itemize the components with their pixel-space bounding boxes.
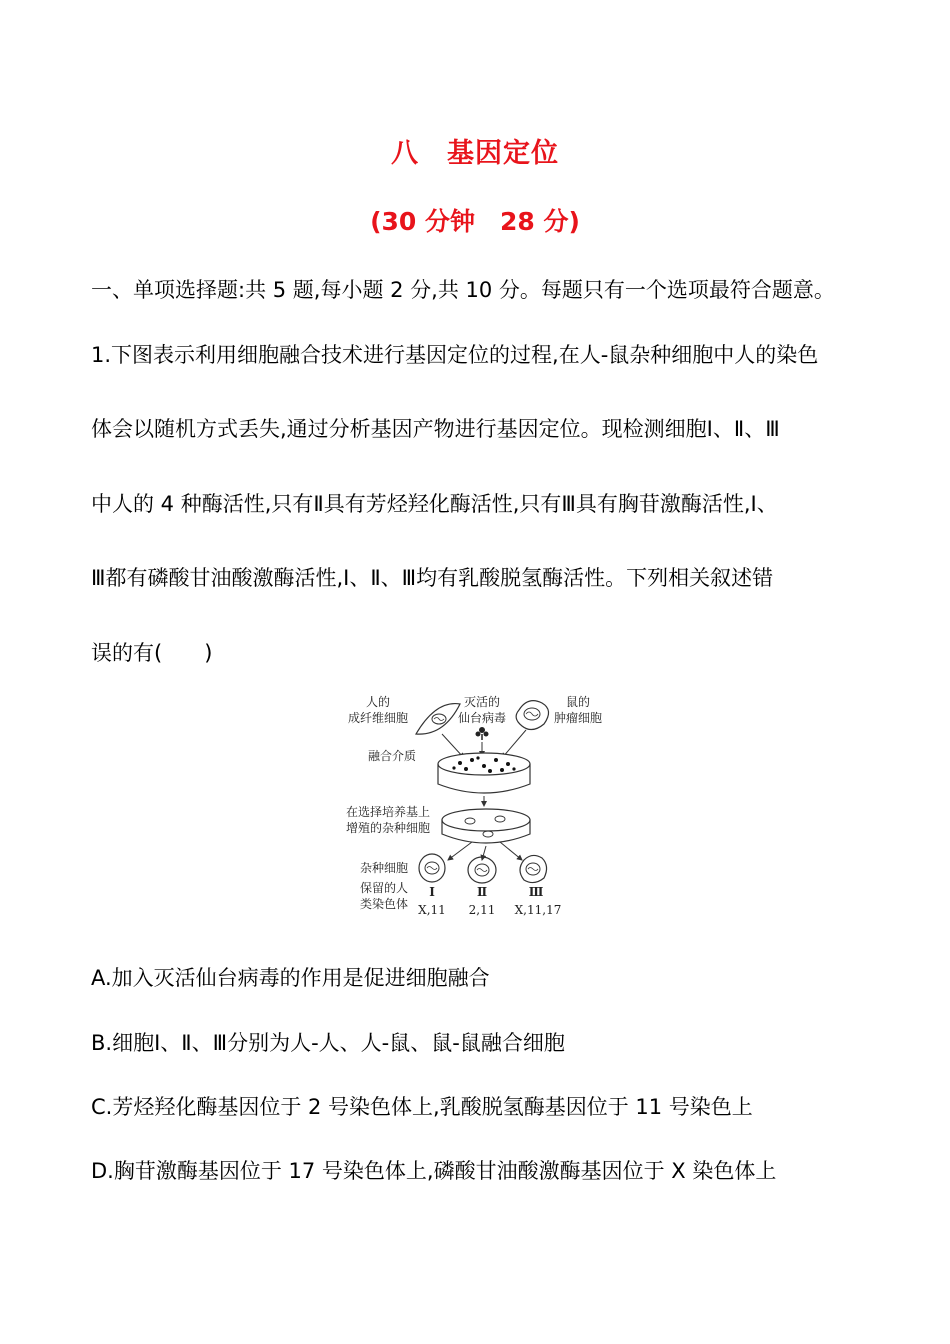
label-selective-2: 增殖的杂种细胞 (345, 821, 431, 835)
hybrid-cell-3-icon (520, 855, 547, 882)
cell-3-chromosomes: X,11,17 (514, 903, 562, 917)
option-c: C.芳烃羟化酶基因位于 2 号染色体上,乳酸脱氢酶基因位于 11 号染色上 (91, 1095, 753, 1119)
question-line-2: 体会以随机方式丢失,通过分析基因产物进行基因定位。现检测细胞Ⅰ、Ⅱ、Ⅲ (91, 417, 780, 441)
label-hybrid-cell: 杂种细胞 (359, 861, 409, 875)
label-selective-1: 在选择培养基上 (345, 805, 431, 819)
option-a: A.加入灭活仙台病毒的作用是促进细胞融合 (91, 966, 490, 990)
cell-3-numeral: Ⅲ (528, 885, 544, 899)
hybrid-cell-2-icon (468, 857, 496, 883)
virus-icon (476, 727, 489, 740)
hybrid-cell-1-icon (419, 854, 445, 882)
human-fibroblast-icon (416, 704, 460, 735)
option-b: B.细胞Ⅰ、Ⅱ、Ⅲ分别为人-人、人-鼠、鼠-鼠融合细胞 (91, 1031, 565, 1055)
page-subtitle: (30 分钟 28 分) (370, 207, 580, 236)
cell-2-chromosomes: 2,11 (468, 903, 496, 917)
label-mouse-1: 鼠的 (565, 695, 591, 709)
label-virus-1: 灭活的 (463, 695, 501, 709)
question-line-1: 1.下图表示利用细胞融合技术进行基因定位的过程,在人-鼠杂种细胞中人的染色 (91, 343, 819, 367)
label-human-2: 成纤维细胞 (347, 711, 409, 725)
label-virus-2: 仙台病毒 (457, 711, 507, 725)
label-mouse-2: 肿瘤细胞 (553, 711, 603, 725)
selective-dish-icon (442, 809, 530, 843)
cell-1-chromosomes: X,11 (418, 903, 446, 917)
cell-2-numeral: Ⅱ (476, 885, 488, 899)
question-line-4: Ⅲ都有磷酸甘油酸激酶活性,Ⅰ、Ⅱ、Ⅲ均有乳酸脱氢酶活性。下列相关叙述错 (91, 566, 774, 590)
section-heading: 一、单项选择题:共 5 题,每小题 2 分,共 10 分。每题只有一个选项最符合题意。 (91, 278, 835, 302)
question-line-3: 中人的 4 种酶活性,只有Ⅱ具有芳烃羟化酶活性,只有Ⅲ具有胸苷激酶活性,Ⅰ、 (91, 492, 778, 516)
cell-1-numeral: Ⅰ (429, 885, 435, 899)
option-d: D.胸苷激酶基因位于 17 号染色体上,磷酸甘油酸激酶基因位于 X 染色体上 (91, 1159, 777, 1183)
label-fusion-medium: 融合介质 (367, 749, 417, 763)
label-human-1: 人的 (365, 695, 391, 709)
question-line-5: 误的有( ) (91, 641, 213, 665)
label-retained-1: 保留的人 (359, 881, 409, 895)
label-retained-2: 类染色体 (359, 897, 409, 911)
fusion-dish-icon (438, 753, 530, 793)
cell-fusion-diagram (336, 690, 616, 922)
page-title: 八 基因定位 (391, 138, 559, 169)
mouse-tumor-cell-icon (516, 701, 548, 730)
